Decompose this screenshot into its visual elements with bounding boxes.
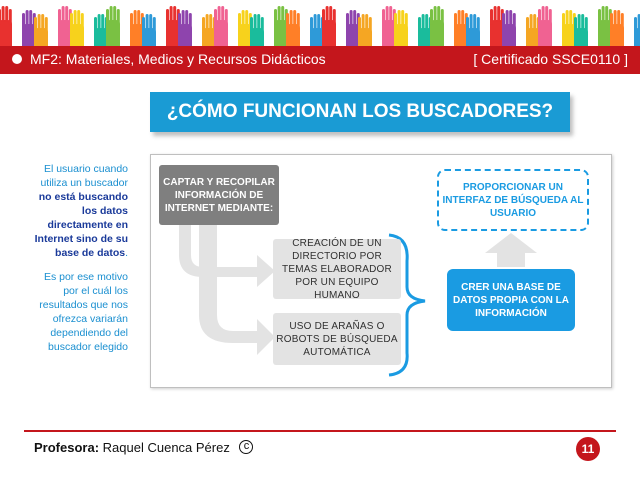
raised-hand [166, 6, 180, 46]
search-engine-diagram [150, 154, 612, 388]
hands-banner [0, 0, 640, 46]
raised-hand [94, 14, 108, 46]
raised-hand [202, 14, 216, 46]
provide-interface-box: PROPORCIONAR UN INTERFAZ DE BÚSQUEDA AL USUARIO [437, 169, 589, 231]
raised-hand [214, 6, 228, 46]
raised-hand [538, 6, 552, 46]
raised-hand [34, 14, 48, 46]
raised-hand [598, 6, 612, 46]
raised-hand [130, 10, 144, 46]
raised-hand [142, 14, 156, 46]
raised-hand [286, 10, 300, 46]
database-box: CRER UNA BASE DE DATOS PROPIA CON LA INFORMACIÓN [447, 269, 575, 331]
raised-hand [310, 14, 324, 46]
raised-hand [178, 10, 192, 46]
gray-arrow-up [485, 233, 537, 267]
raised-hand [394, 10, 408, 46]
capture-box: CAPTAR Y RECOPILAR INFORMACIÓN DE INTERNET MEDIANTE: [159, 165, 279, 225]
bullet-icon [12, 54, 22, 64]
slide-title: ¿CÓMO FUNCIONAN LOS BUSCADORES? [150, 92, 570, 132]
copyright-icon: c [239, 440, 253, 454]
footer-label: Profesora: [34, 440, 100, 455]
raised-hand [106, 6, 120, 46]
sidebar-bold-text: no está buscando los datos directamente en Internet sino de su base de datos [34, 191, 128, 259]
certificate-label: [ Certificado SSCE0110 ] [473, 51, 628, 67]
raised-hand [574, 14, 588, 46]
raised-hand [490, 6, 504, 46]
course-title: MF2: Materiales, Medios y Recursos Didácticos [30, 51, 326, 67]
teacher-name: Raquel Cuenca Pérez [102, 440, 230, 455]
raised-hands-illustration [0, 0, 640, 46]
raised-hand [358, 14, 372, 46]
gray-arrow-top [179, 225, 275, 287]
spiders-box: USO DE ARAÑAS O ROBOTS DE BÚSQUEDA AUTOMÁTICA [273, 313, 401, 365]
raised-hand [562, 10, 576, 46]
raised-hand [22, 10, 36, 46]
header-course [12, 51, 326, 67]
footer-divider [24, 430, 616, 432]
gray-arrow-bottom [199, 225, 275, 355]
raised-hand [526, 14, 540, 46]
sidebar-text-1: El usuario cuando utiliza un buscador [40, 163, 128, 189]
raised-hand [0, 6, 12, 46]
raised-hand [238, 10, 252, 46]
raised-hand [70, 10, 84, 46]
raised-hand [418, 14, 432, 46]
page-number: 11 [576, 437, 600, 461]
sidebar-paragraph-2: Es por ese motivo por el cuál los resultados que nos ofrezca variarán dependiendo del buscador elegido [39, 271, 128, 353]
raised-hand [58, 6, 72, 46]
sidebar-paragraph-1 [28, 162, 128, 260]
raised-hand [610, 10, 624, 46]
raised-hand [430, 6, 444, 46]
directory-box: CREACIÓN DE UN DIRECTORIO POR TEMAS ELABORADOR POR UN EQUIPO HUMANO [273, 239, 401, 299]
raised-hand [274, 6, 288, 46]
sidebar-text-2: . [125, 247, 128, 259]
raised-hand [250, 14, 264, 46]
raised-hand [382, 6, 396, 46]
footer [34, 440, 253, 455]
raised-hand [346, 10, 360, 46]
raised-hand [322, 6, 336, 46]
raised-hand [466, 14, 480, 46]
raised-hand [454, 10, 468, 46]
sidebar-text [28, 162, 128, 364]
raised-hand [634, 14, 640, 46]
header-bar [0, 46, 640, 74]
raised-hand [502, 10, 516, 46]
